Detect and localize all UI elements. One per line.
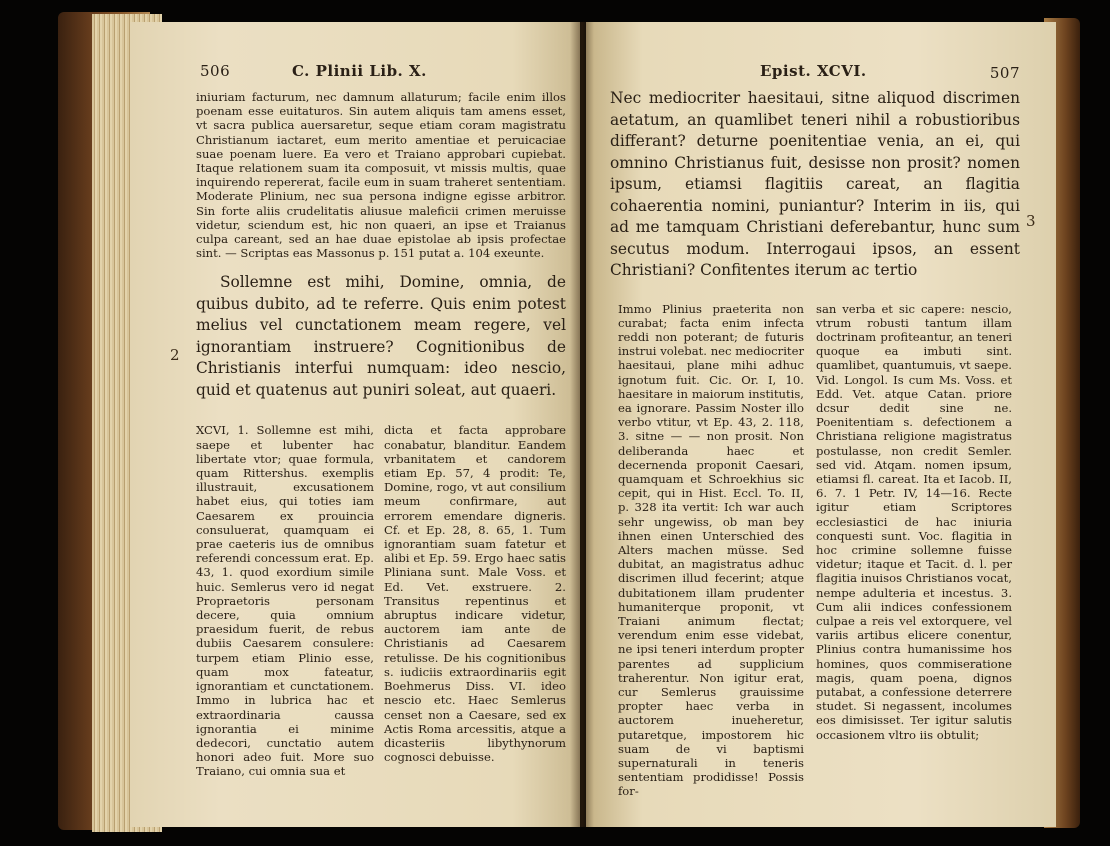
- right-letter-text: Nec mediocriter haesitaui, sitne aliquod discrimen aetatum, an quamlibet teneri nihil a robustioribus differant? deturne poenitentiae venia, an ei, qui omnino Christianus fuit, desisse non prosit? nomen ipsum, etiamsi flagitiis careat, an flagitia cohaerentia nomini, puniantur? Interim in iis, qui ad me tamquam Christiani deferebantur, hunc sum secutus modum. Interrogaui ipsos, an essent Christiani? Confitentes iterum ac tertio: [610, 89, 1020, 279]
- right-notes-column-b: san verba et sic capere: nescio, vtrum robusti tantum illam doctrinam profiteantur, an teneri quoque ea imbuti sint. quamlibet, quantumuis, vt saepe. Vid. Longol. Is cum Ms. Voss. et Edd. Vet. atque Catan. priore dcsur dedit sine ne. Poenitentiam s. defectionem a Christiana religione magistratus postulasse, non credit Semler. sed vid. Atqam. nomen ipsum, etiamsi fl. careat. Ita et Iacob. II, 6. 7. 1 Petr. IV, 14—16. Recte igitur etiam Scriptores ecclesiastici de hac iniuria conquesti sunt. Voc. flagitia in hoc crimine sollemne fuisse videtur; itaque et Tacit. d. l. per flagitia inuisos Christianos vocat, nempe adulteria et incestus. 3. Cum alii indices confessionem culpae a reis vel extorquere, vel variis artibus elicere conentur, Plinius contra humanissime hos homines, quos commiseratione magis, quam poena, dignos putabat, a confessione deterrere studet. Si negassent, incolumes eos dimisisset. Ter igitur salutis occasionem vltro iis obtulit;: [816, 301, 1012, 742]
- left-notes: [196, 423, 566, 779]
- right-page: [586, 22, 1056, 827]
- right-margin-number: 3: [1026, 212, 1036, 230]
- left-page-content: [196, 62, 566, 779]
- left-letter-text: Sollemne est mihi, Domine, omnia, de quibus dubito, ad te referre. Quis enim potest melius vel cunctationem meam regere, vel ignorantiam instruere? Cognitionibus de Christianis interfui numquam: ideo nescio, quid et quatenus aut puniri soleat, aut quaeri.: [196, 273, 566, 399]
- left-page-header: [196, 62, 566, 86]
- left-page-number: 506: [200, 62, 231, 80]
- left-running-head: C. Plinii Lib. X.: [292, 62, 427, 80]
- right-notes: [610, 301, 1020, 799]
- book-gutter: [570, 22, 594, 827]
- left-commentary-top: iniuriam facturum, nec damnum allaturum; facile enim illos poenam esse euitaturos. Sin autem aliquis tam amens esset, vt sacra publica auersaretur, seque etiam coram magistratu Christianum iactaret, eum merito amentiae et peruicaciae suae poenam luere. Ea vero et Traiano approbari cupiebat. Itaque relationem suam ita composuit, vt missis multis, quae inquirendo repererat, facile eum in suam traheret sententiam. Moderate Plinium, nec sua persona indigne egisse arbitror. Sin forte aliis crudelitatis aliusue maleficii crimen meruisse videtur, sciendum est, hic non quaeri, an ipse et Traianus culpa careant, sed an hae duae epistolae ab ipsis profectae sint. — Scriptas eas Massonus p. 151 putat a. 104 exeunte.: [196, 90, 566, 261]
- open-book: [40, 8, 1080, 838]
- right-page-content: [610, 62, 1020, 799]
- left-notes-column-a: XCVI, 1. Sollemne est mihi, saepe et lubenter hac libertate vtor; quae formula, quam Rittershus. exemplis illustrauit, excusationem habet eius, qui toties iam Caesarem ex prouincia consuluerat, quamquam ei prae caeteris ius de omnibus referendi concessum erat. Ep. 43, 1. quod exordium simile huic. Semlerus vero id negat Propraetoris personam decere, quia omnium praesidum fuerit, de rebus dubiis Caesarem consulere: turpem etiam Plinio esse, quam mox fateatur, ignorantiam et cunctationem. Immo in lubrica hac et extraordinaria caussa ignorantia ei minime dedecori, cunctatio autem honori adeo fuit. More suo Traiano, cui omnia sua et: [196, 423, 374, 779]
- left-notes-column-b: dicta et facta approbare conabatur, blanditur. Eandem vrbanitatem et candorem etiam Ep. 57, 4 prodit: Te, Domine, rogo, vt aut consilium meum confirmare, aut errorem emendare digneris. Cf. et Ep. 28, 8. 65, 1. Tum ignorantiam suam fatetur et alibi et Ep. 59. Ergo haec satis Pliniana sunt. Male Voss. et Ed. Vet. exstruere. 2. Transitus repentinus et abruptus indicare videtur, auctorem iam ante de Christianis ad Caesarem retulisse. De his cognitionibus s. iudiciis extraordinariis egit Boehmerus Diss. VI. ideo nescio etc. Haec Semlerus censet non a Caesare, sed ex Actis Roma arcessitis, atque a dicasteriis libythynorum cognosci debuisse.: [384, 423, 566, 765]
- right-running-head: Epist. XCVI.: [760, 62, 867, 80]
- right-page-number: 507: [989, 64, 1020, 82]
- right-notes-column-a: Immo Plinius praeterita non curabat; facta enim infecta reddi non poterant; de futuris instrui volebat. nec mediocriter haesitaui, plane mihi adhuc ignotum fuit. Cic. Or. I, 10. haesitare in maiorum institutis, ea ignorare. Passim Noster illo verbo vtitur, vt Ep. 43, 2. 118, 3. sitne — — non prosit. Non deliberanda haec et decernenda proponit Caesari, quamquam et Schroekhius sic cepit, qui in Hist. Eccl. To. II, p. 328 ita vertit: Ich war auch sehr ungewiss, ob man bey ihnen einen Unterschied des Alters machen müsse. Sed dubitat, an magistratus adhuc discrimen illud fecerint; atque dubitationem illam prudenter humaniterque proponit, vt Traiani animum flectat; verendum enim esse videbat, ne ipsi teneri interdum propter parentes ad supplicium traherentur. Non igitur erat, cur Semlerus grauissime propter haec verba in auctorem inueheretur, putaretque, impostorem hic suam de vi baptismi supernaturali in teneris sententiam prodidisse! Possis for-: [618, 301, 804, 799]
- left-page: [130, 22, 580, 827]
- right-page-header: [610, 62, 1020, 86]
- left-margin-number: 2: [170, 346, 180, 364]
